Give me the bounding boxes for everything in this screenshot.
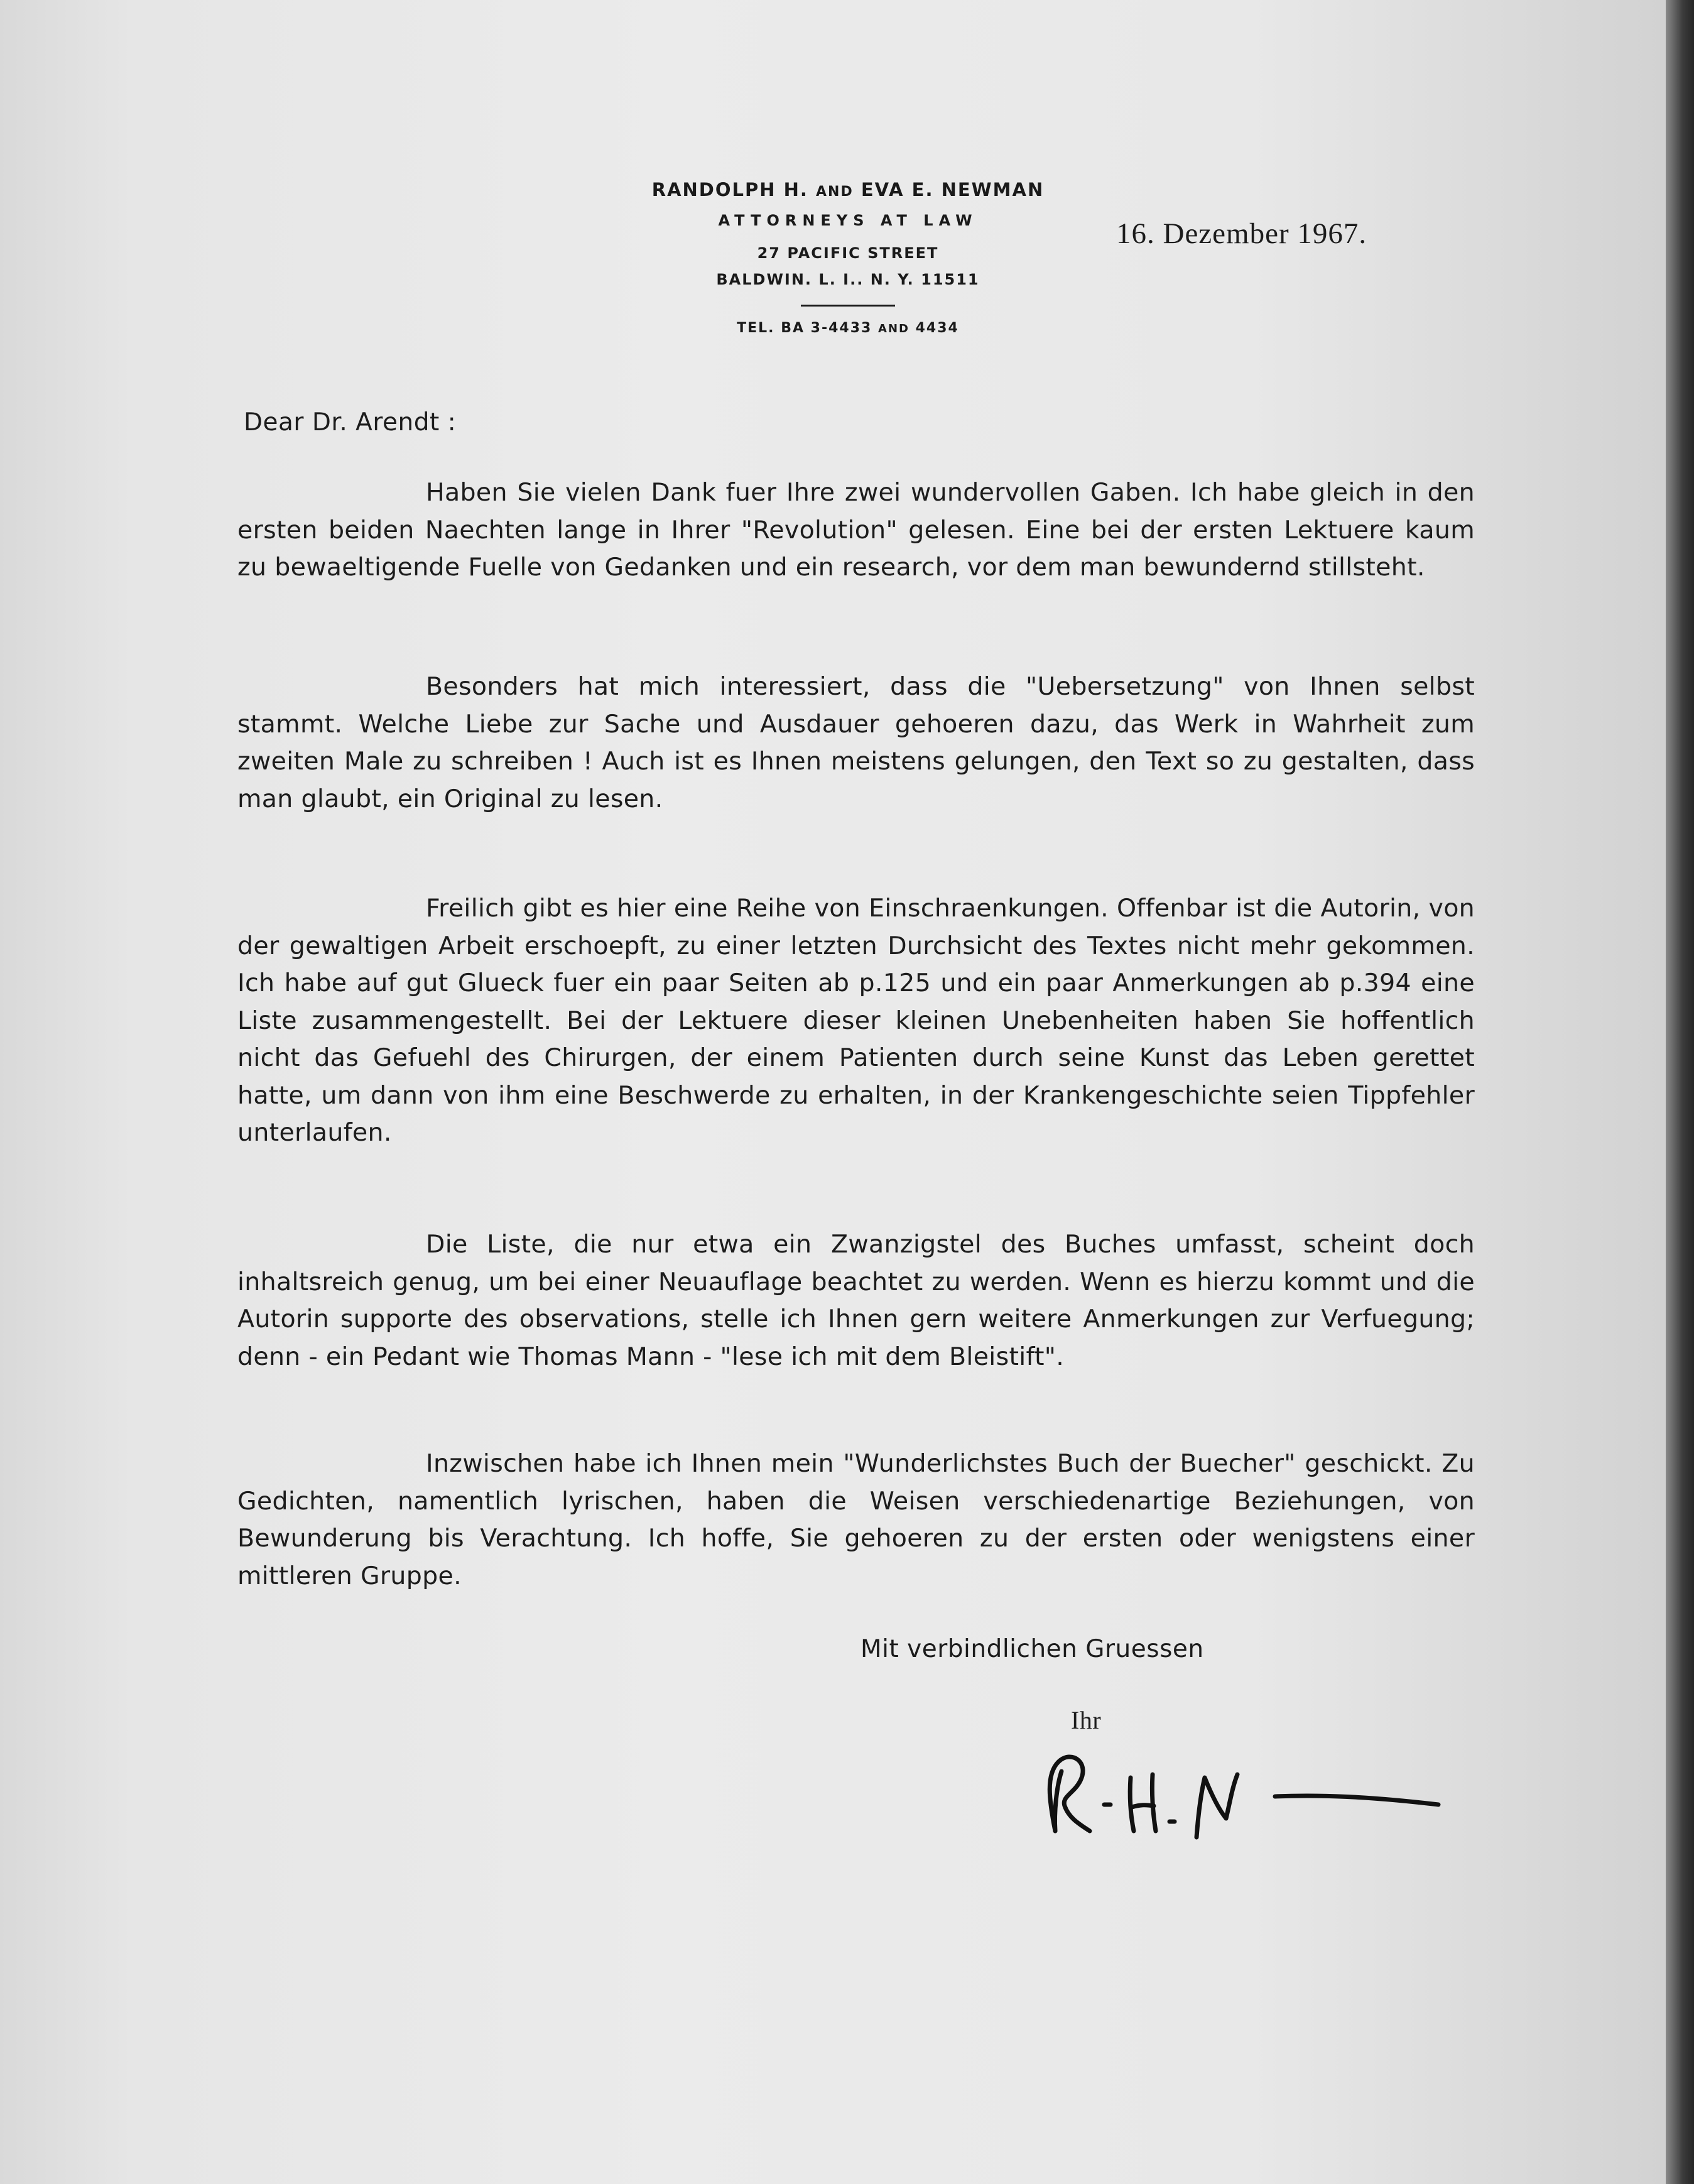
letterhead-divider	[801, 305, 895, 307]
letterhead-telephone	[553, 320, 1143, 336]
closing-phrase: Mit verbindlichen Gruessen	[861, 1635, 1204, 1663]
letterhead-street: 27 PACIFIC STREET	[757, 244, 939, 262]
handwritten-signature	[1030, 1737, 1457, 1850]
letterhead-names	[553, 179, 1143, 200]
paragraph-5-text: Inzwischen habe ich Ihnen mein "Wunderlichstes Buch der Buecher" geschickt. Zu Gedichten, namentlich lyrischen, haben die Weisen verschiedenartige Beziehungen, von Bewunderung bis Verachtung. Ich hoffe, Sie gehoeren zu der ersten oder wenigstens einer mittleren Gruppe.	[237, 1449, 1475, 1590]
paragraph-1	[237, 474, 1475, 587]
paragraph-2-text: Besonders hat mich interessiert, dass die "Uebersetzung" von Ihnen selbst stammt. Welche Liebe zur Sache und Ausdauer gehoeren dazu, das Werk in Wahrheit zum zweiten Male zu schreiben ! Auch ist es Ihnen meistens gelungen, den Text so zu gestalten, dass man glaubt, ein Original zu lesen.	[237, 672, 1475, 813]
letterhead-profession: ATTORNEYS AT LAW	[718, 212, 978, 229]
tel-prefix: TEL.	[737, 320, 775, 336]
letterhead-name-1: RANDOLPH H.	[651, 179, 808, 200]
paragraph-4-text: Die Liste, die nur etwa ein Zwanzigstel des Buches umfasst, scheint doch inhaltsreich genug, um bei einer Neuauflage beachtet zu werden. Wenn es hierzu kommt und die Autorin supporte des observations, stelle ich Ihnen gern weitere Anmerkungen zur Verfuegung; denn - ein Pedant wie Thomas Mann - "lese ich mit dem Bleistift".	[237, 1230, 1475, 1371]
tel-number-2: 4434	[915, 320, 959, 336]
paragraph-3	[237, 890, 1475, 1152]
tel-number: BA 3-4433	[781, 320, 872, 336]
paragraph-2	[237, 668, 1475, 818]
paragraph-4	[237, 1226, 1475, 1376]
salutation: Dear Dr. Arendt :	[244, 408, 457, 437]
paragraph-3-text: Freilich gibt es hier eine Reihe von Einschraenkungen. Offenbar ist die Autorin, von der gewaltigen Arbeit erschoepft, zu einer letzten Durchsicht des Textes nicht mehr gekommen. Ich habe auf gut Glueck fuer ein paar Seiten ab p.125 und ein paar Anmerkungen ab p.394 eine Liste zusammengestellt. Bei der Lektuere dieser kleinen Unebenheiten haben Sie hoffentlich nicht das Gefuehl des Chirurgen, der einem Patienten durch seine Kunst das Leben gerettet hatte, um dann von ihm eine Beschwerde zu erhalten, in der Krankengeschichte seien Tippfehler unterlaufen.	[237, 894, 1475, 1147]
closing-word: Ihr	[1071, 1706, 1102, 1734]
paragraph-5	[237, 1445, 1475, 1595]
letter-date: 16. Dezember 1967.	[1116, 217, 1367, 250]
paragraph-1-text: Haben Sie vielen Dank fuer Ihre zwei wundervollen Gaben. Ich habe gleich in den ersten beiden Naechten lange in Ihrer "Revolution" gelesen. Eine bei der ersten Lektuere kaum zu bewaeltigende Fuelle von Gedanken und ein research, vor dem man bewundernd stillsteht.	[237, 478, 1475, 582]
bleed-through-text	[703, 264, 1457, 986]
letterhead-city: BALDWIN. L. I.. N. Y. 11511	[716, 271, 980, 288]
tel-and: AND	[878, 322, 909, 335]
letterhead-and: AND	[816, 184, 854, 200]
page-edge-shadow	[1666, 0, 1694, 2184]
letterhead-name-2: EVA E. NEWMAN	[861, 179, 1045, 200]
letterhead	[553, 179, 1143, 336]
